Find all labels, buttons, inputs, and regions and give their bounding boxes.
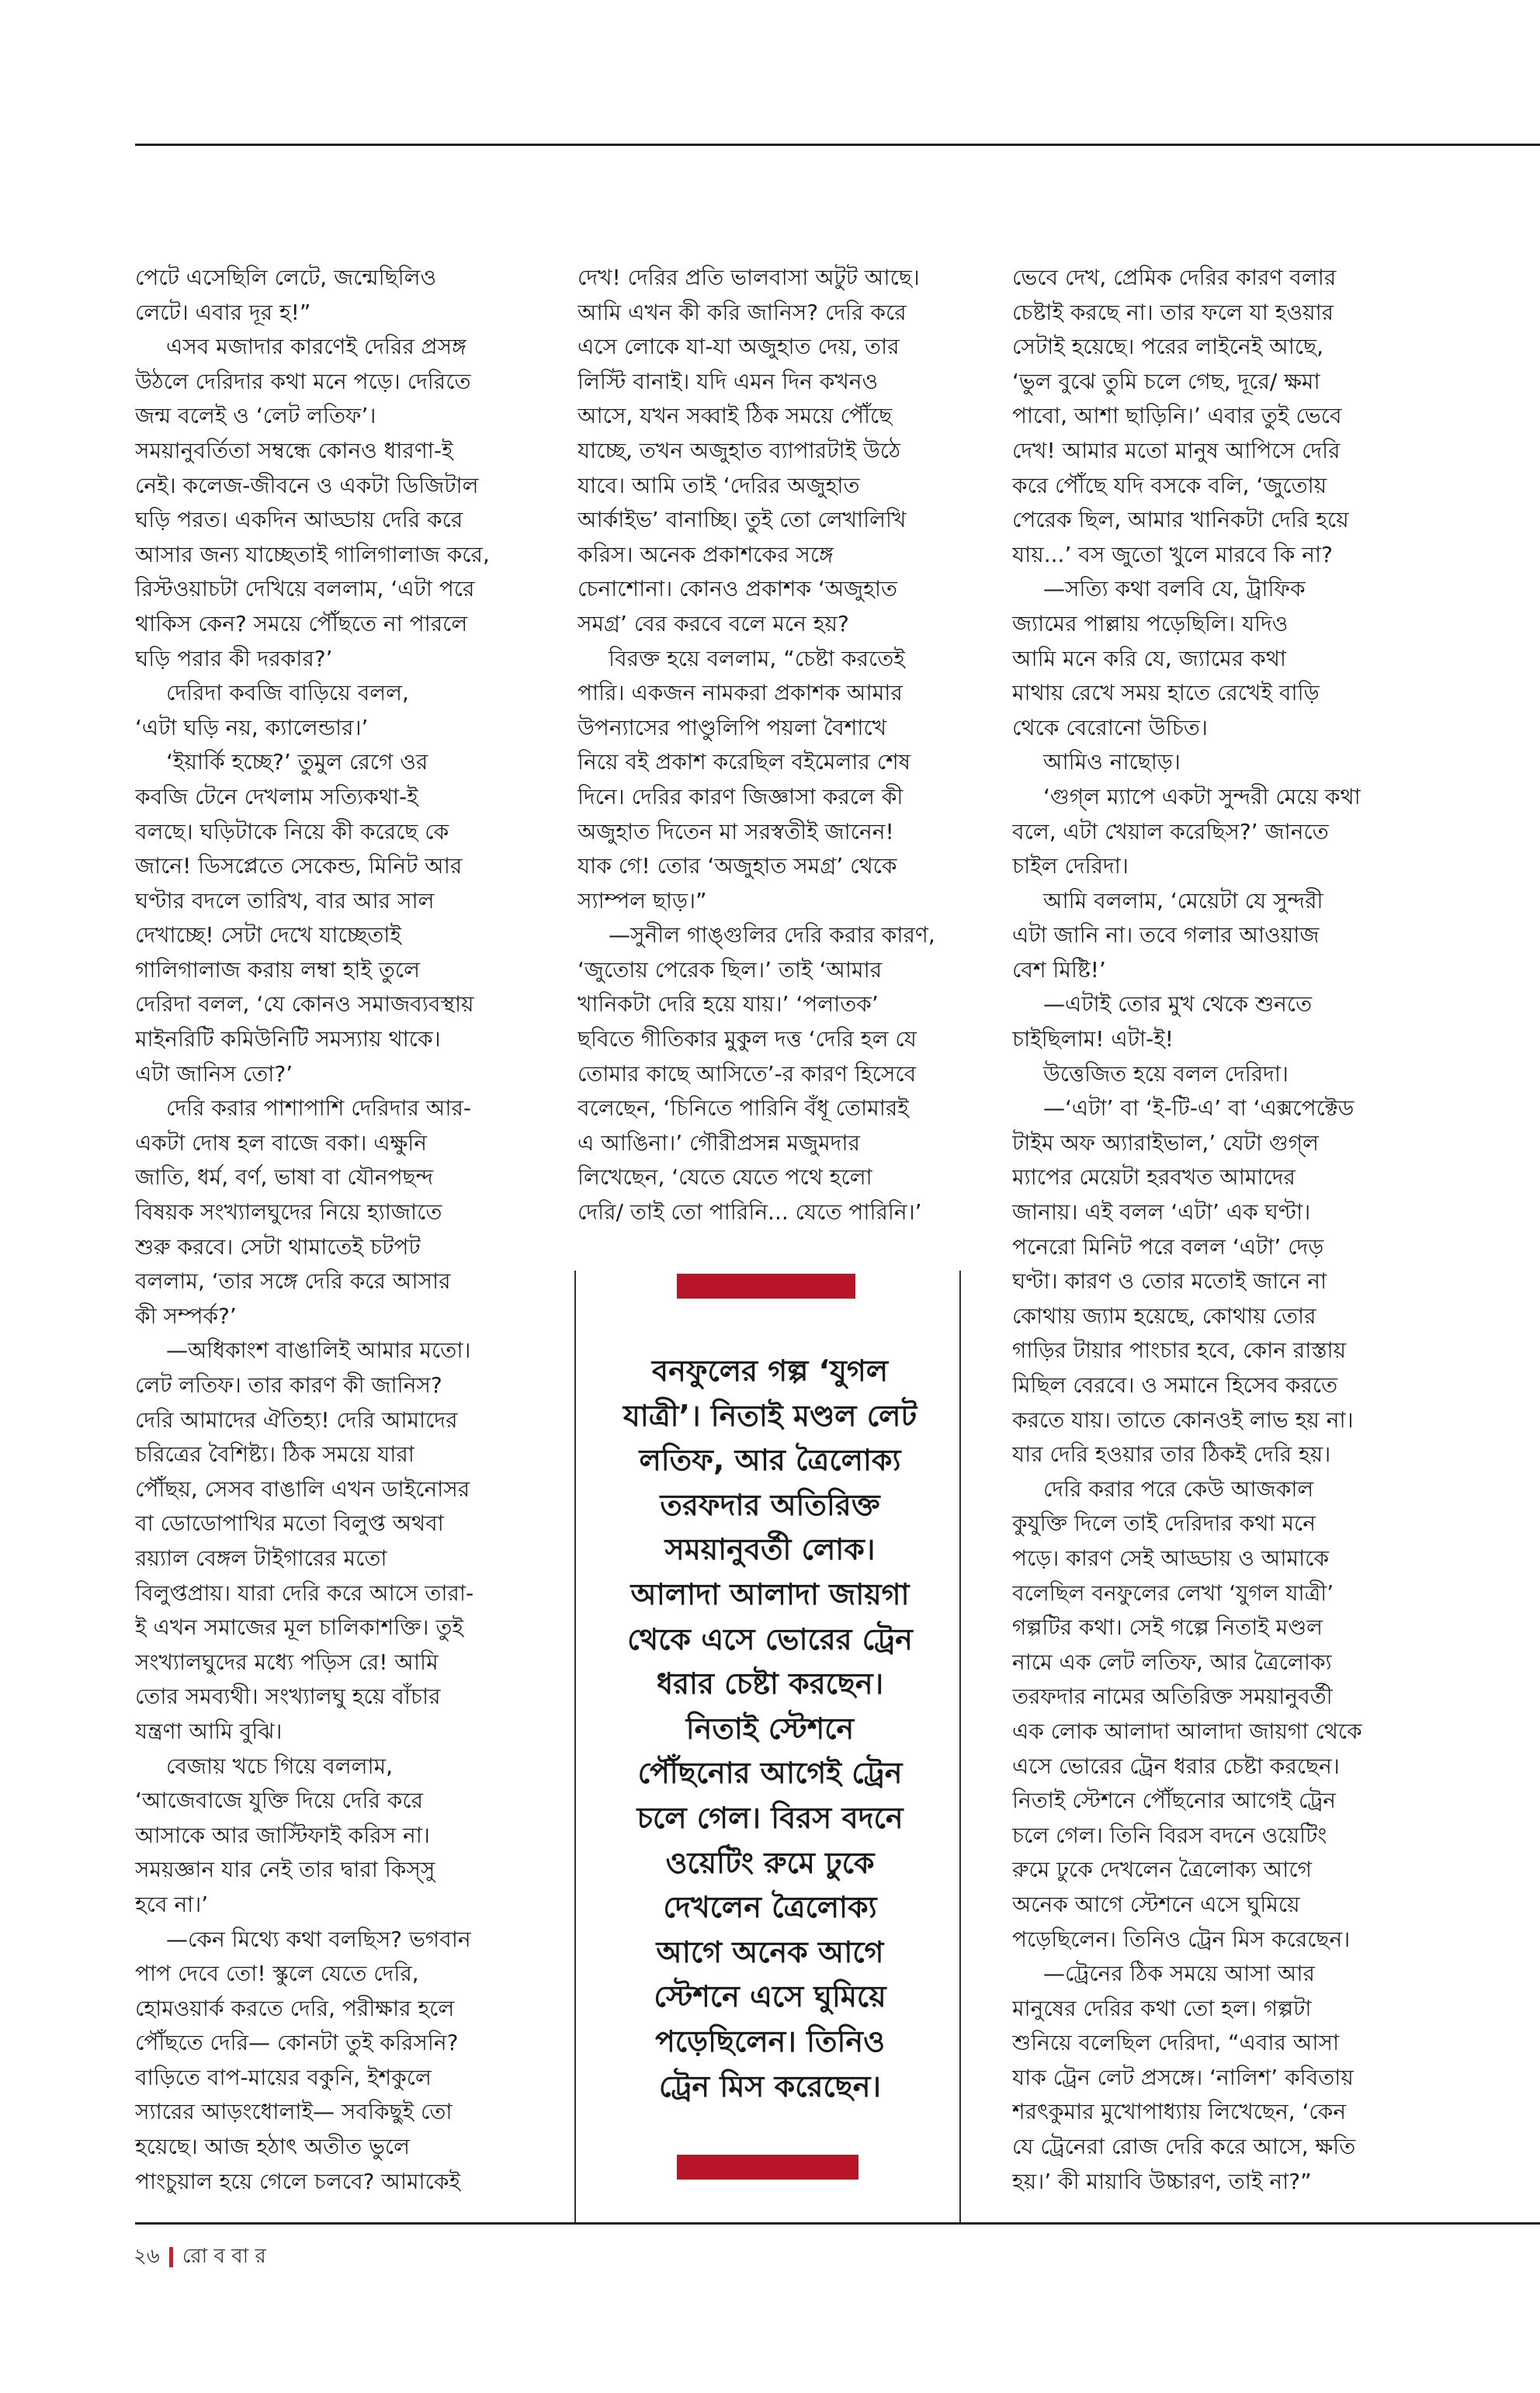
text-line: দেরি/ তাই তো পারিনি... যেতে পারিনি।’ — [578, 1199, 922, 1226]
pull-quote-line: দেখলেন ত্রৈলোক্য — [663, 1890, 877, 1925]
text-line: তরফদার নামের অতিরিক্ত সময়ানুবর্তী — [1012, 1684, 1333, 1710]
pull-quote-line: ওয়েটিং রুমে ঢুকে — [665, 1845, 875, 1880]
text-line: জন্ম বলেই ও ‘লেট লতিফ’। — [135, 403, 376, 429]
text-line: গাড়ির টায়ার পাংচার হবে, কোন রাস্তায় — [1012, 1337, 1347, 1364]
text-line: —সুনীল গাঙ্গুলির দেরি করার কারণ, — [609, 922, 935, 949]
text-line: দেরিদা কবজি বাড়িয়ে বলল, — [166, 680, 409, 706]
text-line: —সত্যি কথা বলবি যে, ট্রাফিক — [1043, 576, 1306, 602]
text-line: হয়েছে। আজ হঠাৎ অতীত ভুলে — [135, 2134, 411, 2160]
bottom-rule — [135, 2222, 1540, 2225]
text-line: রুমে ঢুকে দেখলেন ত্রৈলোক্য আগে — [1012, 1857, 1312, 1883]
text-line: পড়ে। কারণ সেই আড্ডায় ও আমাকে — [1012, 1545, 1330, 1571]
text-line: দেরি করার পাশাপাশি দেরিদার আর- — [166, 1095, 471, 1122]
text-line: পড়েছিলেন। তিনিও ট্রেন মিস করেছেন। — [1012, 1926, 1351, 1952]
text-line: জানে! ডিসপ্লেতে সেকেন্ড, মিনিট আর — [135, 853, 463, 879]
pull-quote-line: লতিফ, আর ত্রৈলোক্য — [639, 1443, 901, 1478]
text-line: দেখ! আমার মতো মানুষ আপিসে দেরি — [1012, 437, 1341, 463]
text-line: গল্পটির কথা। সেই গল্পে নিতাই মণ্ডল — [1012, 1614, 1323, 1641]
text-line: কুযুক্তি দিলে তাই দেরিদার কথা মনে — [1012, 1510, 1316, 1537]
text-line: আসাকে আর জাস্টিফাই করিস না। — [135, 1822, 430, 1848]
text-line: যাক গে! তোর ‘অজুহাত সমগ্র’ থেকে — [578, 853, 897, 879]
text-line: বলেছিল বনফুলের লেখা ‘যুগল যাত্রী’ — [1012, 1580, 1334, 1606]
text-line: ‘জুতোয় পেরেক ছিল।’ তাই ‘আমার — [578, 956, 883, 983]
text-line: এসব মজাদার কারণেই দেরির প্রসঙ্গ — [166, 334, 467, 360]
pull-quote-line: চলে গেল। বিরস বদনে — [636, 1800, 904, 1835]
pull-quote-top-bar — [677, 1274, 855, 1299]
text-line: —ট্রেনের ঠিক সময়ে আসা আর — [1043, 1961, 1315, 1987]
text-line: নিয়ে বই প্রকাশ করেছিল বইমেলার শেষ — [578, 749, 911, 775]
text-line: কবজি টেনে দেখলাম সত্যিকথা-ই — [135, 783, 418, 810]
text-line: ‘এটা ঘড়ি নয়, ক্যালেন্ডার।’ — [135, 714, 369, 740]
page-number: ২৬ — [134, 2245, 160, 2268]
text-line: করে পৌঁছে যদি বসকে বলি, ‘জুতোয় — [1012, 472, 1327, 498]
text-line: আমি মনে করি যে, জ্যামের কথা — [1012, 645, 1286, 671]
text-line: থাকিস কেন? সময়ে পৌঁছতে না পারলে — [135, 610, 468, 636]
pull-quote — [579, 1349, 961, 2109]
text-line: চরিত্রের বৈশিষ্ট্য। ঠিক সময়ে যারা — [135, 1441, 414, 1468]
text-line: —‘এটা’ বা ‘ই-টি-এ’ বা ‘এক্সপেক্টেড — [1043, 1095, 1354, 1122]
text-line: চাইল দেরিদা। — [1012, 853, 1129, 879]
text-line: স্যাম্পল ছাড়।” — [578, 887, 707, 914]
text-line: —এটাই তোর মুখ থেকে শুনতে — [1043, 991, 1313, 1018]
text-line: দেরি করার পরে কেউ আজকাল — [1043, 1476, 1314, 1502]
text-line: জাতি, ধর্ম, বর্ণ, ভাষা বা যৌনপছন্দ — [135, 1164, 434, 1191]
text-line: করিস। অনেক প্রকাশকের সঙ্গে — [578, 541, 834, 567]
pull-quote-line: যাত্রী’। নিতাই মণ্ডল লেট — [623, 1398, 917, 1433]
text-line: স্যারের আড়ংধোলাই— সবকিছুই তো — [135, 2099, 453, 2125]
text-line: আমিও নাছোড়। — [1043, 749, 1181, 775]
text-line: বাড়িতে বাপ-মায়ের বকুনি, ইশকুলে — [135, 2064, 432, 2090]
pull-quote-line: তরফদার অতিরিক্ত — [660, 1487, 880, 1522]
text-line: সমগ্র’ বের করবে বলে মনে হয়? — [578, 610, 849, 636]
text-line: ই এখন সমাজের মূল চালিকাশক্তি। তুই — [135, 1614, 463, 1641]
pull-quote-line: আগে অনেক আগে — [656, 1934, 884, 1969]
text-line: ম্যাপের মেয়েটা হরবখত আমাদের — [1012, 1164, 1295, 1191]
text-line: লিখেছেন, ‘যেতে যেতে পথে হলো — [578, 1164, 872, 1191]
text-line: বিষয়ক সংখ্যালঘুদের নিয়ে হ্যাজাতে — [135, 1199, 442, 1226]
text-line: সময়ানুবর্তিতা সম্বন্ধে কোনও ধারণা-ই — [135, 437, 453, 463]
text-line: পারি। একজন নামকরা প্রকাশক আমার — [578, 680, 903, 706]
pull-quote-line: পৌঁছনোর আগেই ট্রেন — [637, 1756, 903, 1791]
text-line: বিলুপ্তপ্রায়। যারা দেরি করে আসে তারা- — [135, 1580, 474, 1606]
text-line: দেখাচ্ছে! সেটা দেখে যাচ্ছেতাই — [135, 922, 401, 949]
text-line: আমি এখন কী করি জানিস? দেরি করে — [578, 299, 907, 325]
footer-separator — [169, 2247, 173, 2267]
text-line: ‘ইয়ার্কি হচ্ছে?’ তুমুল রেগে ওর — [166, 749, 428, 775]
article-column-2 — [578, 261, 966, 1230]
text-line: ছবিতে গীতিকার মুকুল দত্ত ‘দেরি হল যে — [578, 1026, 917, 1053]
text-line: ঘণ্টা। কারণ ও তোর মতোই জানে না — [1012, 1268, 1327, 1295]
text-line: উপন্যাসের পাণ্ডুলিপি পয়লা বৈশাখে — [578, 714, 887, 740]
pull-quote-line: ট্রেন মিস করেছেন। — [659, 2069, 881, 2103]
text-line: অজুহাত দিতেন মা সরস্বতীই জানেন! — [578, 818, 894, 844]
text-line: এটা জানিস তো?’ — [135, 1060, 293, 1087]
pull-quote-line: বনফুলের গল্প ‘যুগল — [651, 1354, 889, 1388]
top-rule — [135, 144, 1540, 146]
pull-quote-line: নিতাই স্টেশনে — [685, 1711, 855, 1746]
text-line: ‘আজেবাজে যুক্তি দিয়ে দেরি করে — [135, 1788, 423, 1814]
text-line: যার দেরি হওয়ার তার ঠিকই দেরি হয়। — [1012, 1441, 1331, 1468]
text-line: টাইম অফ অ্যারাইভাল,’ যেটা গুগ্‌ল — [1012, 1129, 1320, 1156]
text-line: যন্ত্রণা আমি বুঝি। — [135, 1718, 283, 1744]
text-line: বললাম, ‘তার সঙ্গে দেরি করে আসার — [135, 1268, 451, 1295]
text-line: লেট লতিফ। তার কারণ কী জানিস? — [135, 1372, 442, 1398]
text-line: চেনাশোনা। কোনও প্রকাশক ‘অজুহাত — [578, 576, 897, 602]
text-line: যাবে। আমি তাই ‘দেরির অজুহাত — [578, 472, 860, 498]
text-line: থেকে বেরোনো উচিত। — [1012, 714, 1208, 740]
text-line: —কেন মিথ্যে কথা বলছিস? ভগবান — [166, 1926, 471, 1952]
text-line: রিস্টওয়াচটা দেখিয়ে বললাম, ‘এটা পরে — [135, 576, 475, 602]
text-line: এসে লোকে যা-যা অজুহাত দেয়, তার — [578, 334, 900, 360]
text-line: বেশ মিষ্টি!’ — [1012, 956, 1106, 983]
text-line: এটা জানি না। তবে গলার আওয়াজ — [1012, 922, 1320, 949]
text-line: ঘড়ি পরত। একদিন আড্ডায় দেরি করে — [135, 507, 463, 533]
article-column-3 — [1012, 261, 1416, 2199]
text-line: উঠলে দেরিদার কথা মনে পড়ে। দেরিতে — [135, 368, 471, 394]
text-line: বলছে। ঘড়িটাকে নিয়ে কী করেছে কে — [135, 818, 449, 844]
text-line: চলে গেল। তিনি বিরস বদনে ওয়েটিং — [1012, 1822, 1327, 1848]
text-line: —অধিকাংশ বাঙালিই আমার মতো। — [166, 1337, 471, 1364]
text-line: পৌঁছতে দেরি— কোনটা তুই করিসনি? — [135, 2030, 459, 2056]
text-line: হবে না।’ — [135, 1891, 209, 1917]
text-line: এ আঙিনা।’ গৌরীপ্রসন্ন মজুমদার — [578, 1129, 860, 1156]
text-line: করতে যায়। তাতে কোনওই লাভ হয় না। — [1012, 1406, 1354, 1433]
text-line: দেরি আমাদের ঐতিহ্য! দেরি আমাদের — [135, 1406, 458, 1433]
text-line: শরৎকুমার মুখোপাধ্যায় লিখেছেন, ‘কেন — [1012, 2099, 1347, 2125]
text-line: কী সম্পর্ক?’ — [135, 1302, 237, 1329]
pull-quote-bottom-bar — [677, 2155, 858, 2180]
text-line: পাবো, আশা ছাড়িনি।’ এবার তুই ভেবে — [1012, 403, 1342, 429]
text-line: যাচ্ছে, তখন অজুহাত ব্যাপারটাই উঠে — [578, 437, 901, 463]
text-line: খানিকটা দেরি হয়ে যায়।’ ‘পলাতক’ — [578, 991, 879, 1018]
text-line: রয়্যাল বেঙ্গল টাইগারের মতো — [135, 1545, 387, 1571]
text-line: শুরু করবে। সেটা থামাতেই চটপট — [135, 1233, 421, 1260]
article-column-1 — [135, 261, 523, 2199]
text-line: নেই। কলেজ-জীবনে ও একটা ডিজিটাল — [135, 472, 479, 498]
text-line: আসার জন্য যাচ্ছেতাই গালিগালাজ করে, — [135, 541, 490, 567]
text-line: অনেক আগে স্টেশনে এসে ঘুমিয়ে — [1012, 1891, 1300, 1917]
text-line: ‘গুগ্‌ল ম্যাপে একটা সুন্দরী মেয়ে কথা — [1043, 783, 1361, 810]
text-line: হোমওয়ার্ক করতে দেরি, পরীক্ষার হলে — [135, 1995, 455, 2021]
text-line: পাংচুয়াল হয়ে গেলে চলবে? আমাকেই — [135, 2168, 461, 2194]
text-line: পাপ দেবে তো! স্কুলে যেতে দেরি, — [135, 1961, 419, 1987]
text-line: পেরেক ছিল, আমার খানিকটা দেরি হয়ে — [1012, 507, 1349, 533]
text-line: জ্যামের পাল্লায় পড়েছিলি। যদিও — [1012, 610, 1289, 636]
text-line: বলে, এটা খেয়াল করেছিস?’ জানতে — [1012, 818, 1329, 844]
text-line: পেটে এসেছিলি লেটে, জন্মেছিলিও — [135, 265, 437, 290]
text-line: গালিগালাজ করায় লম্বা হাই তুলে — [135, 956, 421, 983]
text-line: মাইনরিটি কমিউনিটি সমস্যায় থাকে। — [135, 1026, 441, 1053]
text-line: উত্তেজিত হয়ে বলল দেরিদা। — [1043, 1060, 1289, 1087]
text-line: নামে এক লেট লতিফ, আর ত্রৈলোক্য — [1012, 1649, 1332, 1675]
text-line: দেরিদা বলল, ‘যে কোনও সমাজব্যবস্থায় — [135, 991, 474, 1018]
pull-quote-line: থেকে এসে ভোরের ট্রেন — [627, 1621, 913, 1656]
page-footer — [134, 2240, 266, 2274]
text-line: বিরক্ত হয়ে বললাম, “চেষ্টা করতেই — [609, 645, 905, 671]
text-line: চেষ্টাই করছে না। তার ফলে যা হওয়ার — [1012, 299, 1334, 325]
text-line: জানায়। এই বলল ‘এটা’ এক ঘণ্টা। — [1012, 1199, 1311, 1226]
pull-quote-line: স্টেশনে এসে ঘুমিয়ে — [654, 1979, 886, 2014]
text-line: এক লোক আলাদা আলাদা জায়গা থেকে — [1012, 1718, 1362, 1744]
text-line: যাক ট্রেন লেট প্রসঙ্গে। ‘নালিশ’ কবিতায় — [1012, 2064, 1354, 2090]
text-line: তোমার কাছে আসিতে’-র কারণ হিসেবে — [578, 1060, 917, 1087]
pull-quote-line: ধরার চেষ্টা করছেন। — [656, 1666, 884, 1701]
text-line: একটা দোষ হল বাজে বকা। এক্ষুনি — [135, 1129, 427, 1156]
text-line: মানুষের দেরির কথা তো হল। গল্পটা — [1012, 1995, 1312, 2021]
magazine-name: রো ব বা র — [182, 2245, 266, 2268]
text-line: সংখ্যালঘুদের মধ্যে পড়িস রে! আমি — [135, 1649, 439, 1675]
text-line: লেটে। এবার দূর হ!” — [135, 299, 311, 325]
pull-quote-left-rule — [574, 1271, 576, 2224]
text-line: কোথায় জ্যাম হয়েছে, কোথায় তোর — [1012, 1302, 1316, 1329]
text-line: ভেবে দেখ, প্রেমিক দেরির কারণ বলার — [1012, 265, 1337, 290]
text-line: সেটাই হয়েছে। পরের লাইনেই আছে, — [1012, 334, 1324, 360]
pull-quote-line: আলাদা আলাদা জায়গা — [630, 1576, 910, 1611]
text-line: দিনে। দেরির কারণ জিজ্ঞাসা করলে কী — [578, 783, 904, 810]
text-line: শুনিয়ে বলেছিল দেরিদা, “এবার আসা — [1012, 2030, 1340, 2056]
text-line: ঘণ্টার বদলে তারিখ, বার আর সাল — [135, 887, 435, 914]
text-line: পনেরো মিনিট পরে বলল ‘এটা’ দেড় — [1012, 1233, 1324, 1260]
text-line: দেখ! দেরির প্রতি ভালবাসা অটুট আছে। — [578, 265, 920, 290]
text-line: চাইছিলাম! এটা-ই! — [1012, 1026, 1174, 1053]
text-line: আসে, যখন সব্বাই ঠিক সময়ে পৌঁছে — [578, 403, 893, 429]
text-line: সময়জ্ঞান যার নেই তার দ্বারা কিস্‌সু — [135, 1857, 435, 1883]
text-line: বলেছেন, ‘চিনিতে পারিনি বঁধূ তোমারই — [578, 1095, 909, 1122]
pull-quote-line: পড়েছিলেন। তিনিও — [654, 2024, 886, 2058]
text-line: মাথায় রেখে সময় হাতে রেখেই বাড়ি — [1012, 680, 1320, 706]
pull-quote-line: সময়ানুবর্তী লোক। — [664, 1532, 876, 1567]
text-line: হয়।’ কী মায়াবি উচ্চারণ, তাই না?” — [1012, 2168, 1312, 2194]
text-line: যে ট্রেনেরা রোজ দেরি করে আসে, ক্ষতি — [1012, 2134, 1356, 2160]
text-line: আর্কাইভ’ বানাচ্ছি। তুই তো লেখালিখি — [578, 507, 907, 533]
text-line: এসে ভোরের ট্রেন ধরার চেষ্টা করছেন। — [1012, 1753, 1340, 1779]
text-line: ঘড়ি পরার কী দরকার?’ — [135, 645, 333, 671]
text-line: ‘ভুল বুঝে তুমি চলে গেছ, দূরে/ ক্ষমা — [1012, 368, 1320, 394]
text-line: যায়...’ বস জুতো খুলে মারবে কি না? — [1012, 541, 1333, 567]
text-line: পৌঁছয়, সেসব বাঙালি এখন ডাইনোসর — [135, 1476, 470, 1502]
text-line: বেজায় খচে গিয়ে বললাম, — [166, 1753, 394, 1779]
text-line: নিতাই স্টেশনে পৌঁছনোর আগেই ট্রেন — [1012, 1788, 1336, 1814]
text-line: মিছিল বেরবে। ও সমানে হিসেব করতে — [1012, 1372, 1338, 1398]
text-line: আমি বললাম, ‘মেয়েটা যে সুন্দরী — [1043, 887, 1323, 914]
text-line: লিস্টি বানাই। যদি এমন দিন কখনও — [578, 368, 879, 394]
text-line: বা ডোডোপাখির মতো বিলুপ্ত অথবা — [135, 1510, 444, 1537]
text-line: তোর সমব্যথী। সংখ্যালঘু হয়ে বাঁচার — [135, 1684, 441, 1710]
